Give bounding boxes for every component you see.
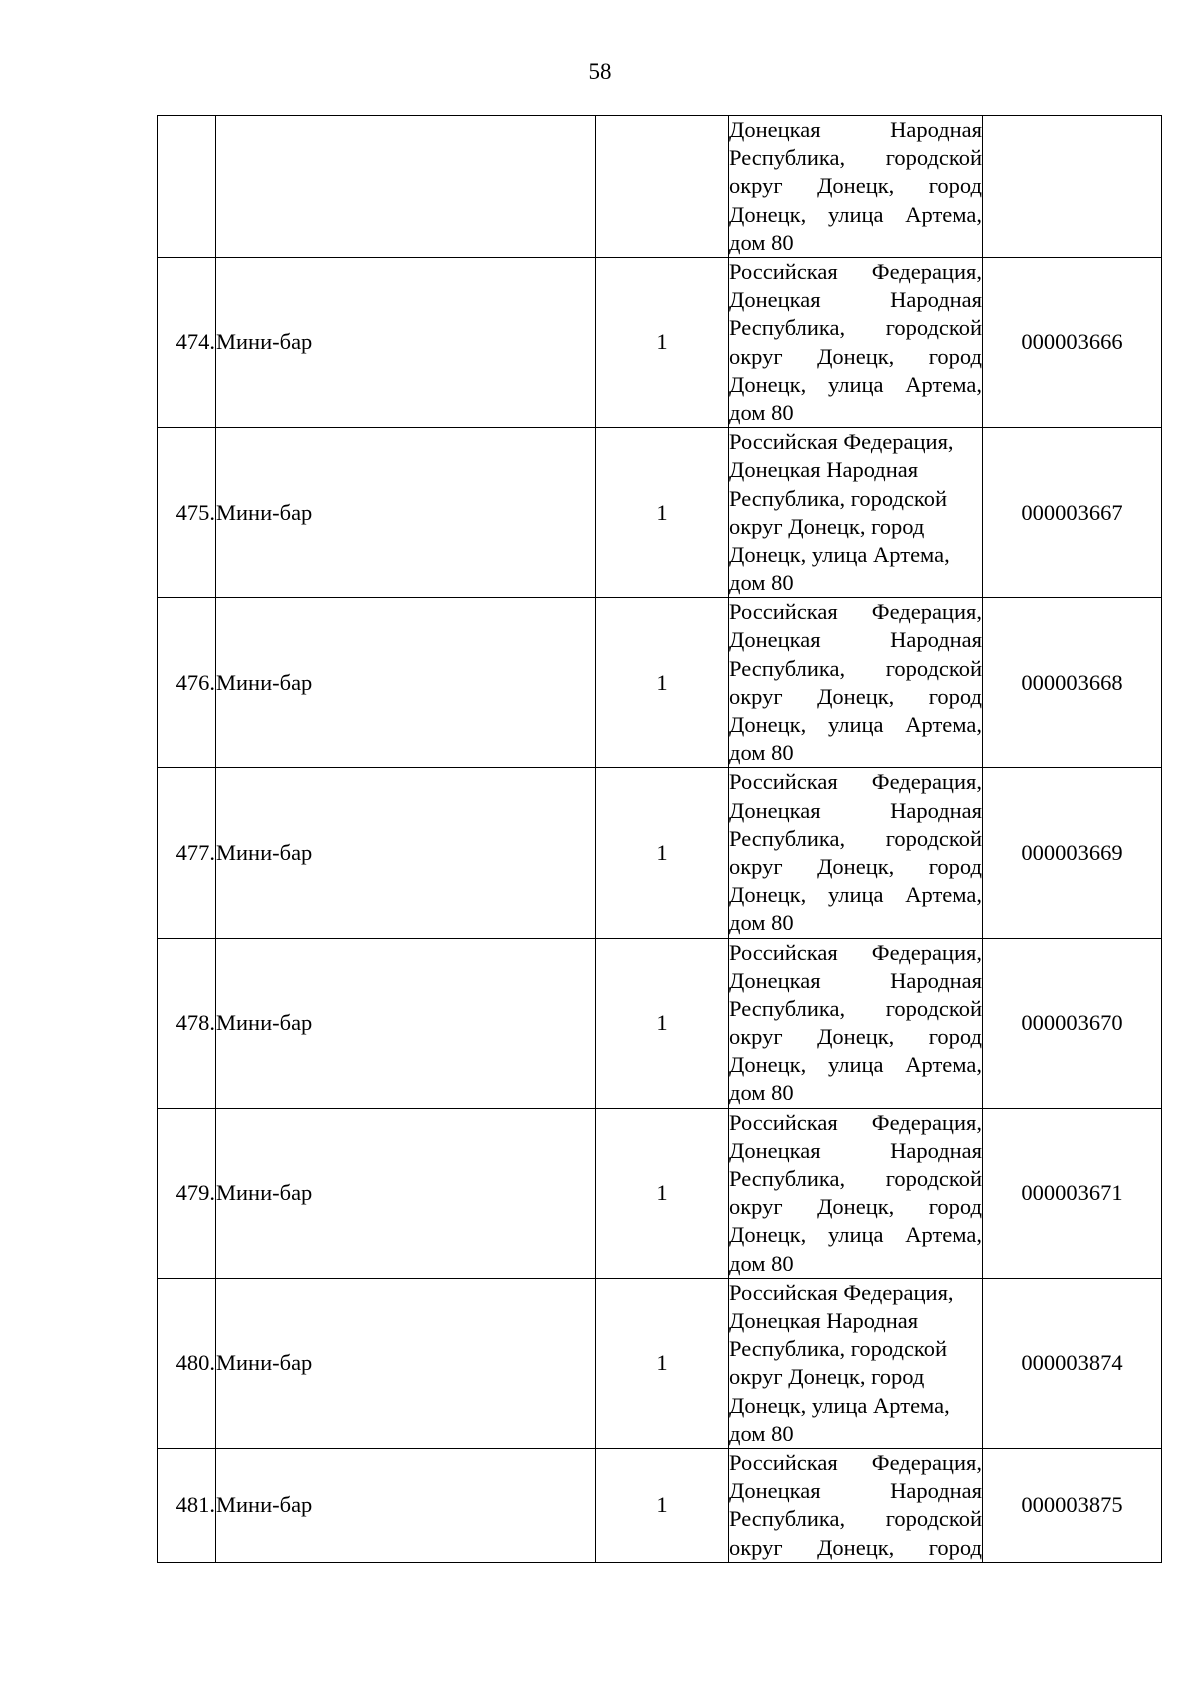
address-word: Артема, — [905, 371, 982, 397]
table-body — [158, 116, 1162, 1563]
item-quantity — [596, 116, 729, 258]
row-number: 480. — [158, 1278, 216, 1448]
address-line — [729, 1221, 982, 1249]
address-word: дом 80 — [729, 1420, 794, 1446]
address-word: город — [928, 1194, 982, 1220]
inventory-code: 000003668 — [983, 598, 1162, 768]
item-name: Мини-бар — [216, 1278, 596, 1448]
address-word: город — [928, 1534, 982, 1560]
address-line — [729, 967, 982, 995]
row-number — [158, 116, 216, 258]
item-name: Мини-бар — [216, 428, 596, 598]
item-address — [729, 1278, 983, 1448]
address-word: Федерация, — [871, 599, 982, 625]
address-line — [729, 1193, 982, 1221]
address-word: улица — [827, 371, 884, 397]
address-word: Федерация, — [871, 769, 982, 795]
item-address — [729, 938, 983, 1108]
address-line — [729, 711, 982, 739]
item-quantity: 1 — [596, 768, 729, 938]
address-line — [729, 229, 982, 257]
item-name: Мини-бар — [216, 938, 596, 1108]
table-row — [158, 1448, 1162, 1562]
address-word: Республика, — [729, 145, 846, 171]
address-line — [729, 1363, 982, 1391]
address-word: Республика, — [729, 655, 846, 681]
inventory-table — [157, 115, 1162, 1563]
address-word: улица — [827, 882, 884, 908]
address-line — [729, 541, 982, 569]
address-line — [729, 1165, 982, 1193]
address-line — [729, 1335, 982, 1363]
address-line — [729, 939, 982, 967]
address-word: улица — [827, 201, 884, 227]
address-line — [729, 399, 982, 427]
address-word: Донецк, — [817, 1024, 895, 1050]
address-word: Республика, городской — [729, 485, 948, 511]
address-line — [729, 428, 982, 456]
address-word: городской — [885, 1166, 982, 1191]
address-word: Российская Федерация, — [729, 1279, 954, 1305]
address-word: городской — [885, 1506, 982, 1532]
item-quantity: 1 — [596, 1278, 729, 1448]
address-word: Донецк, — [817, 343, 895, 369]
address-word: Донецк, улица Артема, — [729, 1392, 950, 1418]
address-line — [729, 1420, 982, 1448]
item-name: Мини-бар — [216, 768, 596, 938]
address-word: Донецк, — [729, 1222, 807, 1248]
address-line — [729, 286, 982, 314]
address-line — [729, 598, 982, 626]
row-number: 475. — [158, 428, 216, 598]
address-word: Донецк, — [817, 683, 895, 709]
address-word: Российская — [729, 599, 838, 625]
address-line — [729, 853, 982, 881]
address-word: дом 80 — [729, 229, 794, 255]
address-word: Республика, — [729, 1506, 846, 1532]
address-word: Донецк, — [817, 1534, 895, 1560]
address-word: округ — [729, 343, 783, 369]
address-word: город — [928, 683, 982, 709]
address-line — [729, 201, 982, 229]
item-address — [729, 258, 983, 428]
address-line — [729, 569, 982, 597]
address-word: Артема, — [905, 882, 982, 908]
address-word: Артема, — [905, 201, 982, 227]
address-word: городской — [885, 825, 982, 851]
inventory-code: 000003669 — [983, 768, 1162, 938]
address-line — [729, 172, 982, 200]
address-line — [729, 797, 982, 825]
address-word: город — [928, 853, 982, 879]
address-line — [729, 1051, 982, 1079]
table-row — [158, 768, 1162, 938]
address-word: Донецк, — [729, 371, 807, 397]
table-row — [158, 116, 1162, 258]
table-row — [158, 258, 1162, 428]
address-word: Российская — [729, 939, 838, 965]
address-word: улица — [827, 1052, 884, 1078]
inventory-code: 000003874 — [983, 1278, 1162, 1448]
address-word: Народная — [890, 797, 982, 823]
address-word: городской — [885, 145, 982, 171]
address-line — [729, 371, 982, 399]
address-word: улица — [827, 1222, 884, 1248]
address-line — [729, 513, 982, 541]
address-word: Артема, — [905, 1222, 982, 1248]
address-word: городской — [885, 995, 982, 1021]
address-line — [729, 343, 982, 371]
address-word: округ — [729, 683, 783, 709]
table-row — [158, 598, 1162, 768]
address-word: Донецкая — [729, 967, 821, 993]
address-line — [729, 909, 982, 937]
address-word: Российская — [729, 1450, 838, 1475]
address-word: Донецк, улица Артема, — [729, 541, 950, 567]
address-word: Донецк, — [729, 201, 807, 227]
item-name: Мини-бар — [216, 1108, 596, 1278]
address-word: Федерация, — [871, 259, 982, 284]
address-word: округ Донецк, город — [729, 1364, 925, 1390]
address-line — [729, 626, 982, 654]
address-word: дом 80 — [729, 1250, 794, 1276]
address-word: Донецкая — [729, 627, 821, 653]
address-word: Донецк, — [817, 853, 895, 879]
inventory-code: 000003671 — [983, 1108, 1162, 1278]
item-quantity: 1 — [596, 428, 729, 598]
address-word: Донецкая — [729, 1137, 821, 1163]
item-address — [729, 116, 983, 258]
address-word: Российская — [729, 1109, 838, 1135]
address-line — [729, 1079, 982, 1107]
address-word: Федерация, — [871, 939, 982, 965]
inventory-code: 000003667 — [983, 428, 1162, 598]
address-line — [729, 258, 982, 286]
address-line — [729, 144, 982, 172]
table-row — [158, 428, 1162, 598]
row-number: 479. — [158, 1108, 216, 1278]
address-word: Народная — [890, 627, 982, 653]
table-row — [158, 1278, 1162, 1448]
address-word: Республика, — [729, 825, 846, 851]
address-word: Народная — [890, 117, 982, 143]
item-address — [729, 1108, 983, 1278]
row-number: 477. — [158, 768, 216, 938]
address-line — [729, 485, 982, 513]
address-line — [729, 1505, 982, 1533]
address-line — [729, 739, 982, 767]
address-line — [729, 995, 982, 1023]
item-quantity: 1 — [596, 1448, 729, 1562]
address-line — [729, 1250, 982, 1278]
address-word: Донецк, — [729, 712, 807, 737]
address-word: Республика, — [729, 1166, 846, 1191]
inventory-code: 000003670 — [983, 938, 1162, 1108]
address-word: Донецк, — [729, 882, 807, 908]
address-line — [729, 314, 982, 342]
address-line — [729, 768, 982, 796]
address-word: Республика, — [729, 315, 846, 341]
address-word: Федерация, — [871, 1109, 982, 1135]
address-word: Народная — [890, 287, 982, 313]
address-word: Донецкая — [729, 1478, 821, 1504]
address-word: Российская — [729, 259, 838, 284]
address-word: дом 80 — [729, 399, 794, 425]
address-word: дом 80 — [729, 1080, 794, 1106]
inventory-code: 000003875 — [983, 1448, 1162, 1562]
item-name: Мини-бар — [216, 598, 596, 768]
address-word: округ — [729, 1024, 783, 1050]
address-word: Донецк, — [817, 173, 895, 199]
address-word: Российская — [729, 769, 838, 795]
address-word: Народная — [890, 1478, 982, 1504]
address-word: Федерация, — [871, 1450, 982, 1475]
item-quantity: 1 — [596, 258, 729, 428]
address-line — [729, 1137, 982, 1165]
address-word: Донецкая — [729, 117, 821, 143]
address-word: город — [928, 1024, 982, 1050]
item-name — [216, 116, 596, 258]
address-word: Донецкая — [729, 797, 821, 823]
address-word: Республика, городской — [729, 1336, 948, 1362]
address-word: округ — [729, 173, 783, 199]
item-name: Мини-бар — [216, 1448, 596, 1562]
address-word: округ — [729, 1194, 783, 1220]
item-address — [729, 768, 983, 938]
address-word: городской — [885, 655, 982, 681]
address-line — [729, 1477, 982, 1505]
address-word: Народная — [890, 967, 982, 993]
address-word: Донецкая Народная — [729, 1307, 919, 1333]
address-line — [729, 116, 982, 144]
row-number: 478. — [158, 938, 216, 1108]
address-word: Донецк, — [817, 1194, 895, 1220]
inventory-code — [983, 116, 1162, 258]
address-word: Артема, — [905, 712, 982, 737]
address-word: Народная — [890, 1137, 982, 1163]
item-address — [729, 598, 983, 768]
address-word: Артема, — [905, 1052, 982, 1078]
address-word: городской — [885, 315, 982, 341]
address-line — [729, 881, 982, 909]
address-line — [729, 456, 982, 484]
address-line — [729, 1392, 982, 1420]
address-word: Российская Федерация, — [729, 429, 954, 455]
address-line — [729, 1279, 982, 1307]
item-address — [729, 428, 983, 598]
address-word: Донецкая Народная — [729, 457, 919, 483]
address-word: улица — [827, 712, 884, 737]
address-word: округ — [729, 853, 783, 879]
item-quantity: 1 — [596, 1108, 729, 1278]
address-line — [729, 1534, 982, 1562]
row-number: 474. — [158, 258, 216, 428]
address-line — [729, 1449, 982, 1477]
address-word: дом 80 — [729, 740, 794, 766]
address-line — [729, 825, 982, 853]
address-word: Донецк, — [729, 1052, 807, 1078]
item-quantity: 1 — [596, 938, 729, 1108]
row-number: 476. — [158, 598, 216, 768]
address-word: дом 80 — [729, 910, 794, 936]
address-word: округ — [729, 1534, 783, 1560]
address-word: Донецкая — [729, 287, 821, 313]
address-word: город — [928, 343, 982, 369]
inventory-code: 000003666 — [983, 258, 1162, 428]
table-row — [158, 938, 1162, 1108]
address-line — [729, 683, 982, 711]
table-row — [158, 1108, 1162, 1278]
item-name: Мини-бар — [216, 258, 596, 428]
page-number: 58 — [588, 59, 612, 84]
address-line — [729, 1023, 982, 1051]
address-word: Республика, — [729, 995, 846, 1021]
address-word: город — [928, 173, 982, 199]
address-line — [729, 1307, 982, 1335]
address-line — [729, 655, 982, 683]
item-address — [729, 1448, 983, 1562]
address-word: округ Донецк, город — [729, 513, 925, 539]
item-quantity: 1 — [596, 598, 729, 768]
address-word: дом 80 — [729, 570, 794, 596]
address-line — [729, 1109, 982, 1137]
row-number: 481. — [158, 1448, 216, 1562]
